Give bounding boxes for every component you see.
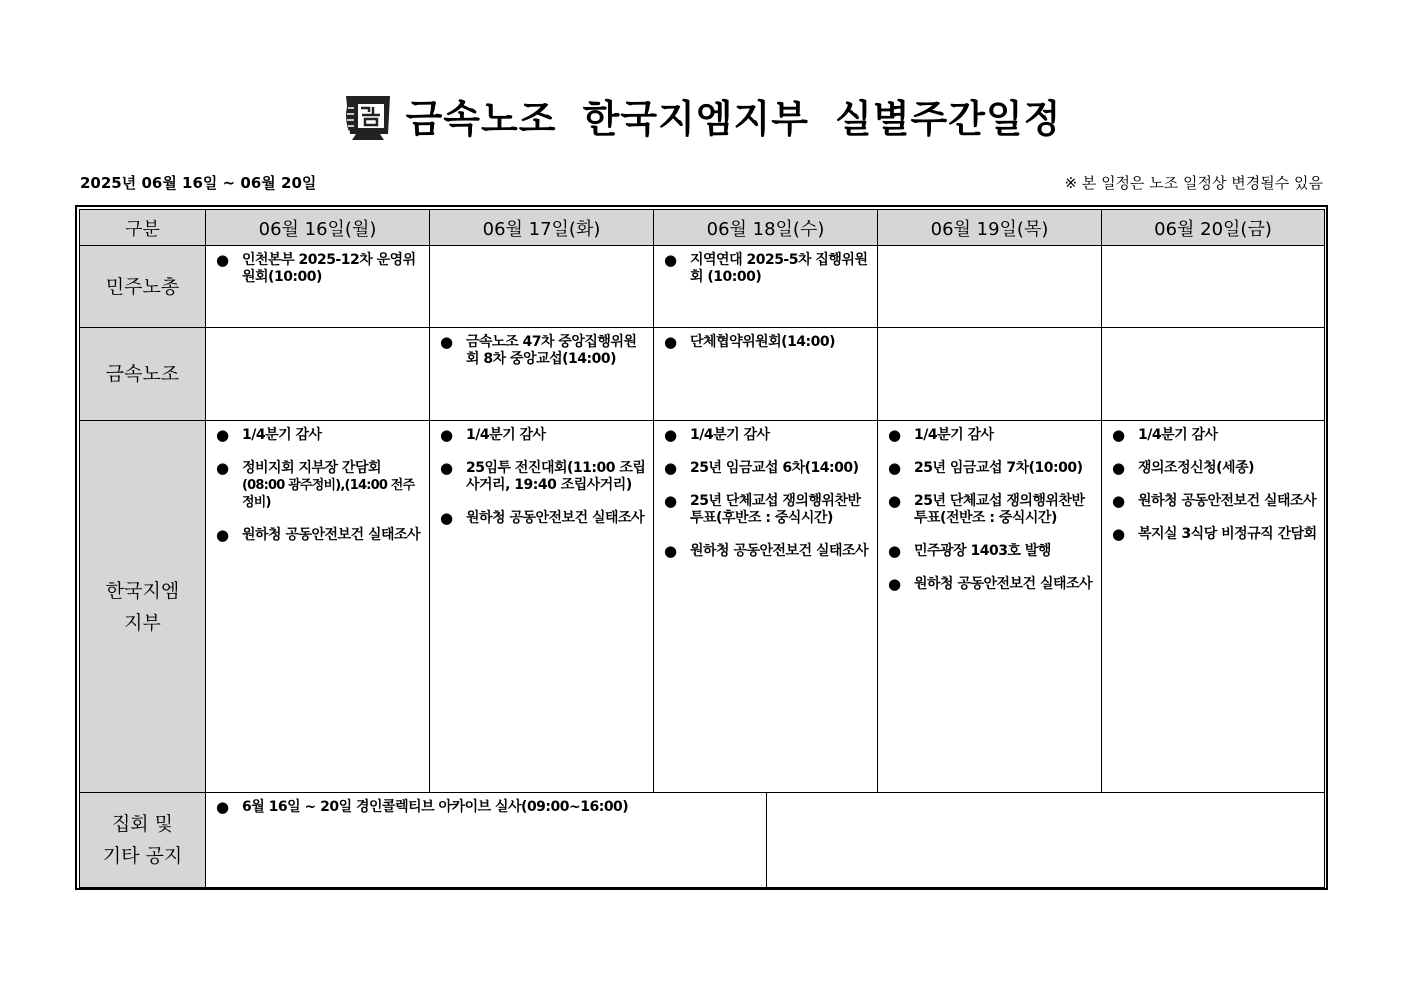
- cell-kmwu-fri: [1102, 328, 1325, 421]
- cell-gm-fri: [1102, 421, 1325, 793]
- day-header-tue: 06월 17일(화): [430, 210, 654, 246]
- row-label-kmwu: 금속노조: [80, 328, 206, 421]
- row-kctu: [80, 246, 1325, 328]
- cell-kctu-thu: [878, 246, 1102, 328]
- list-item: ● 민주광장 1403호 발행: [888, 543, 1095, 560]
- cell-gm-tue: [430, 421, 654, 793]
- list-item: ● 원하청 공동안전보건 실태조사: [216, 527, 423, 544]
- list-item: ● 원하청 공동안전보건 실태조사: [664, 543, 871, 560]
- cell-gm-wed: [654, 421, 878, 793]
- day-header-mon: 06월 16일(월): [206, 210, 430, 246]
- list-item: ● 1/4분기 감사: [664, 427, 871, 444]
- list-item: ● 1/4분기 감사: [888, 427, 1095, 444]
- list-item-subnote: (08:00 광주정비),(14:00 전주정비): [242, 478, 415, 510]
- cell-kctu-mon: [206, 246, 430, 328]
- list-item: ● 원하청 공동안전보건 실태조사: [888, 576, 1095, 593]
- page-title: 금속노조 한국지엠지부 실별주간일정: [405, 97, 1062, 141]
- notices-right: [767, 793, 1324, 887]
- schedule-frame: [75, 205, 1328, 890]
- cell-kmwu-tue: [430, 328, 654, 421]
- list-item: ● 쟁의조정신청(세종): [1112, 460, 1318, 477]
- list-item: ● 복지실 3식당 비정규직 간담회: [1112, 526, 1318, 543]
- cell-kctu-fri: [1102, 246, 1325, 328]
- date-range: 2025년 06월 16일 ~ 06월 20일: [80, 174, 317, 192]
- row-label-notices: 집회 및 기타 공지: [80, 793, 206, 888]
- cell-gm-mon: [206, 421, 430, 793]
- list-item: ● 원하청 공동안전보건 실태조사: [440, 510, 647, 527]
- list-item: ● 원하청 공동안전보건 실태조사: [1112, 493, 1318, 510]
- list-item: ● 25년 임금교섭 6차(14:00): [664, 460, 871, 477]
- cell-gm-thu: [878, 421, 1102, 793]
- list-item: ● 25년 임금교섭 7차(10:00): [888, 460, 1095, 477]
- row-label-kctu: 민주노총: [80, 246, 206, 328]
- row-notices: [80, 793, 1325, 888]
- list-item: ● 단체협약위원회(14:00): [664, 334, 871, 351]
- row-label-gm-branch: 한국지엠 지부: [80, 421, 206, 793]
- list-item: ● 25년 단체교섭 쟁의행위찬반 투표(전반조 : 중식시간): [888, 493, 1095, 527]
- change-notice: ※ 본 일정은 노조 일정상 변경될수 있음: [1064, 174, 1323, 192]
- cell-notices: [206, 793, 1325, 888]
- cell-kmwu-thu: [878, 328, 1102, 421]
- day-header-thu: 06월 19일(목): [878, 210, 1102, 246]
- row-gm-branch: [80, 421, 1325, 793]
- header-row: [80, 210, 1325, 246]
- day-header-wed: 06월 18일(수): [654, 210, 878, 246]
- list-item: ● 1/4분기 감사: [216, 427, 423, 444]
- list-item: ● 6월 16일 ~ 20일 경인콜렉티브 아카이브 실사(09:00~16:00): [216, 799, 760, 816]
- list-item: ● 정비지회 지부장 간담회 (08:00 광주정비),(14:00 전주정비): [216, 460, 423, 511]
- cell-kmwu-mon: [206, 328, 430, 421]
- corner-header: 구분: [80, 210, 206, 246]
- title-area: [0, 88, 1403, 146]
- list-item: ● 인천본부 2025-12차 운영위원회(10:00): [216, 252, 423, 286]
- list-item: ● 25년 단체교섭 쟁의행위찬반 투표(후반조 : 중식시간): [664, 493, 871, 527]
- list-item: ● 지역연대 2025-5차 집행위원회 (10:00): [664, 252, 871, 286]
- cell-kmwu-wed: [654, 328, 878, 421]
- list-item: ● 1/4분기 감사: [1112, 427, 1318, 444]
- notices-left: [206, 793, 767, 887]
- schedule-table: [79, 209, 1325, 888]
- list-item: ● 1/4분기 감사: [440, 427, 647, 444]
- union-logo-icon: [342, 90, 394, 142]
- list-item: ● 금속노조 47차 중앙집행위원회 8차 중앙교섭(14:00): [440, 334, 647, 368]
- day-header-fri: 06월 20일(금): [1102, 210, 1325, 246]
- cell-kctu-wed: [654, 246, 878, 328]
- cell-kctu-tue: [430, 246, 654, 328]
- list-item: ● 25임투 전진대회(11:00 조립 사거리, 19:40 조립사거리): [440, 460, 647, 494]
- row-kmwu: [80, 328, 1325, 421]
